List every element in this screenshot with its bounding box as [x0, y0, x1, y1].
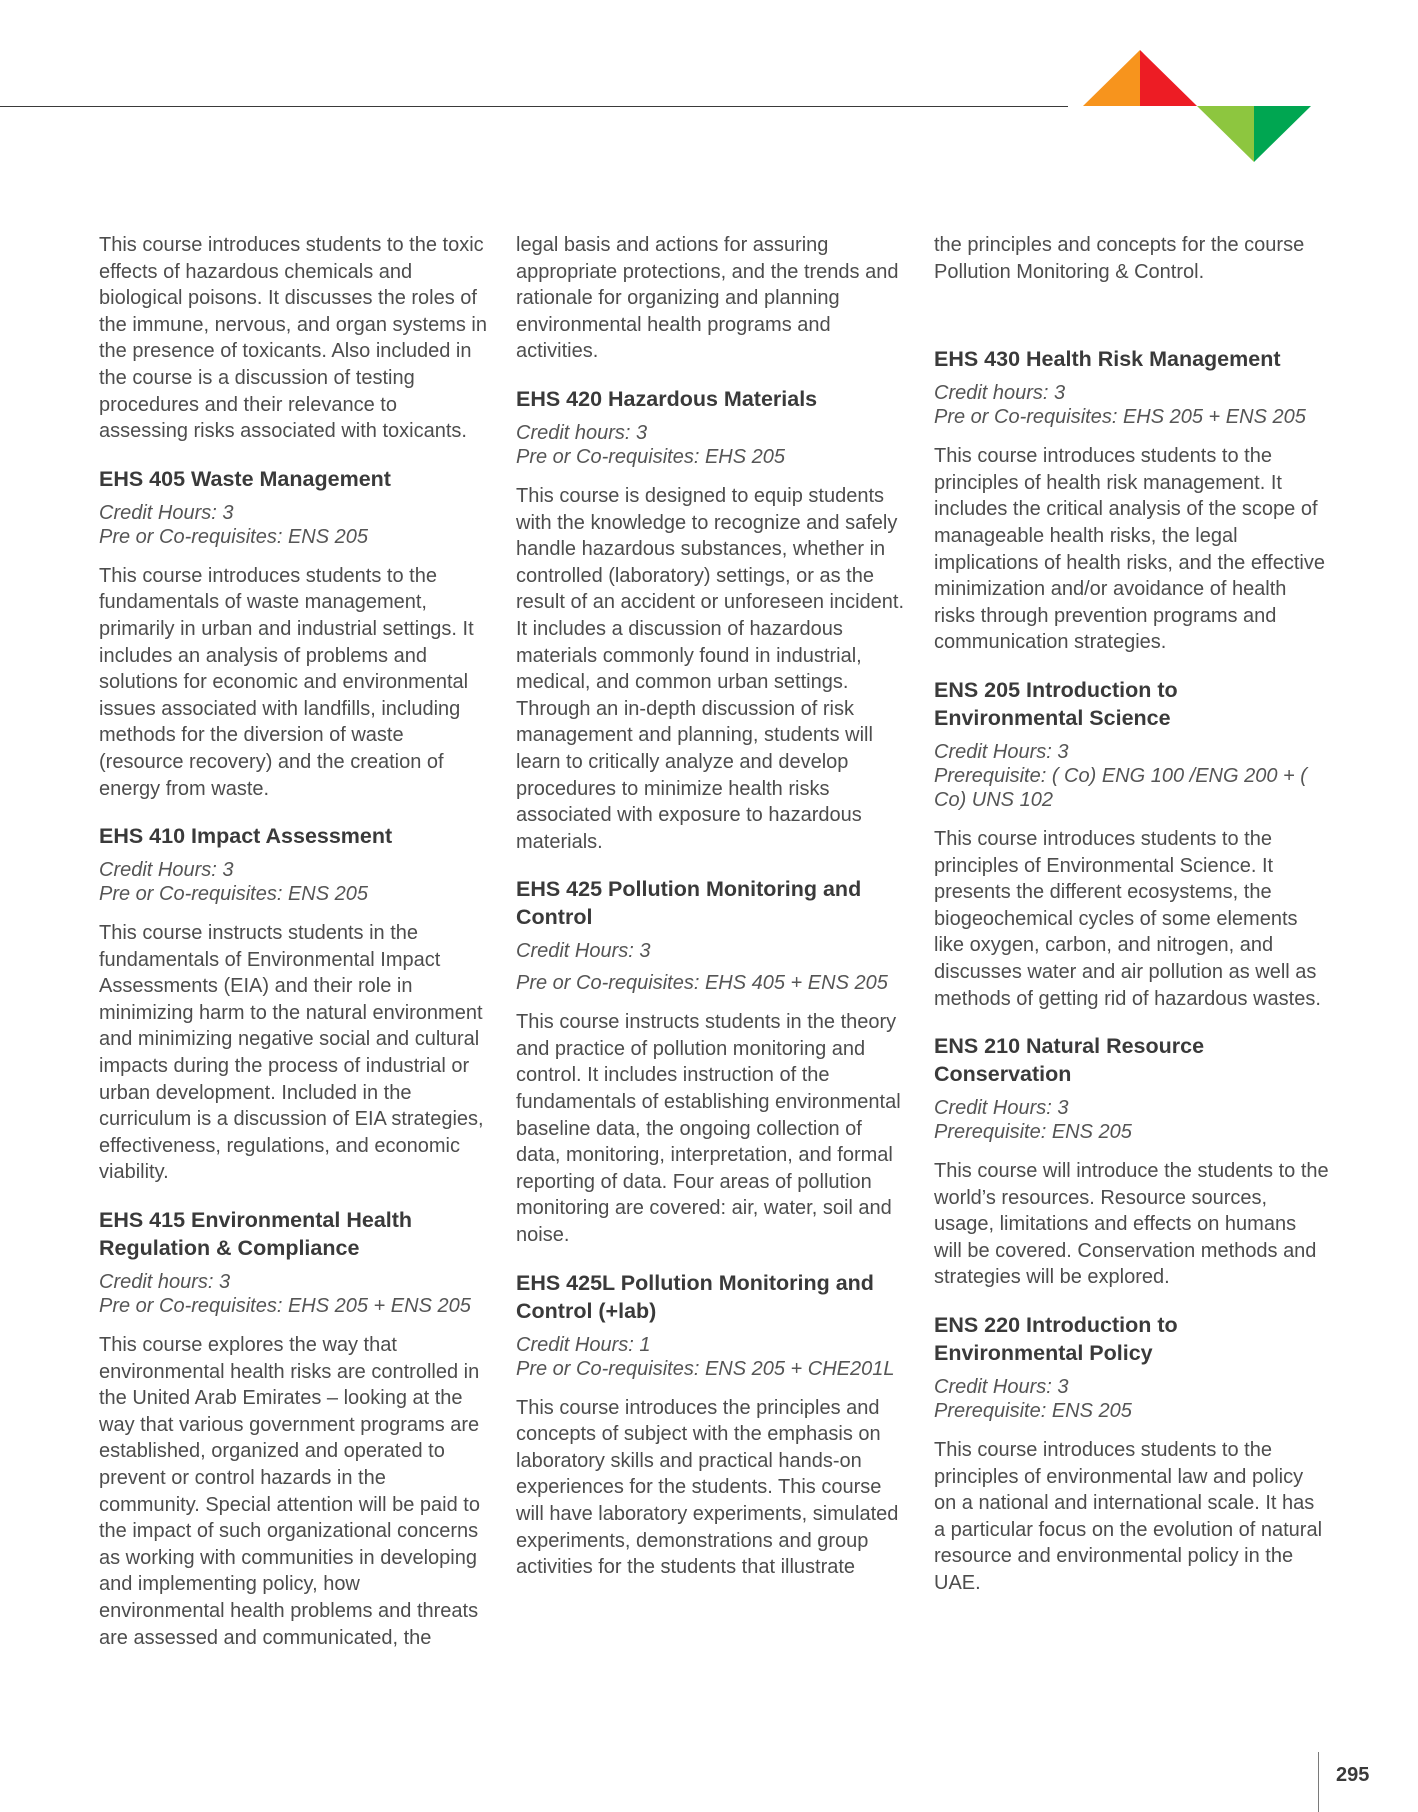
prerequisites: Pre or Co-requisites: EHS 405 + ENS 205 [516, 972, 888, 995]
col1-intro: This course introduces students to the toxic effects of hazardous chemicals and biological poisons. It discusses the roles of the immune, nervous, and organ systems in the presence of toxicants. Also included in the course is a discussion of testing procedures and their relevance to assessing risks associated with toxicants. [99, 234, 487, 443]
course-title: ENS 220 Introduction to Environmental Policy [934, 1313, 1178, 1366]
course-ehs-425l [516, 1269, 906, 1581]
prerequisites: Pre or Co-requisites: EHS 205 + ENS 205 [934, 406, 1306, 429]
course-title: EHS 405 Waste Management [99, 466, 391, 491]
page-number-rule [1318, 1752, 1319, 1812]
course-description: This course introduces the principles and concepts of subject with the emphasis on laboratory skills and practical hands-on experiences for the students. This course will have laboratory experiments, simulated experiments, demonstrations and group activities for the students that illustrate [516, 1396, 899, 1579]
col3-intro: the principles and concepts for the course Pollution Monitoring & Control. [934, 234, 1305, 283]
column-2 [516, 232, 906, 1601]
course-description: This course will introduce the students to the world’s resources. Resource sources, usage, limitations and effects on humans will be covered. Conservation methods and strategies will be explored. [934, 1160, 1329, 1289]
course-description: This course instructs students in the theory and practice of pollution monitoring and control. It includes instruction of the fundamentals of establishing environmental baseline data, the ongoing collection of data, monitoring, interpretation, and formal reporting of data. Four areas of pollution monitoring are covered: air, water, soil and noise. [516, 1011, 901, 1247]
course-description: This course instructs students in the fundamentals of Environmental Impact Assessments (EIA) and their role in minimizing harm to the natural environment and minimizing negative social and cultural impacts during the process of industrial or urban development. Included in the curriculum is a discussion of EIA strategies, effectiveness, regulations, and economic viability. [99, 922, 484, 1184]
credit-hours: Credit hours: 3 [516, 421, 648, 444]
credit-hours: Credit Hours: 3 [934, 1376, 1069, 1399]
course-description: This course introduces students to the principles of Environmental Science. It presents the different ecosystems, the biogeochemical cycles of some elements like oxygen, carbon, and nitrogen, and discusses water and air pollution as well as methods of getting rid of hazardous wastes. [934, 827, 1321, 1010]
header-rule [0, 106, 1068, 107]
prerequisites: Prerequisite: ENS 205 [934, 1400, 1132, 1423]
prerequisites: Pre or Co-requisites: EHS 205 [516, 445, 786, 468]
course-ehs-415 [99, 1206, 489, 1651]
credit-hours: Credit hours: 3 [99, 1271, 231, 1294]
course-meta [516, 421, 906, 469]
course-ens-205 [934, 676, 1329, 1012]
course-meta [99, 1270, 489, 1318]
course-ens-210 [934, 1032, 1329, 1291]
column-3 [934, 232, 1329, 1617]
logo-lime-triangle [1197, 106, 1254, 162]
course-ehs-425 [516, 875, 906, 1248]
prerequisites: Prerequisite: ( Co) ENG 100 /ENG 200 + ( Co) UNS 102 [934, 764, 1307, 811]
course-title: EHS 410 Impact Assessment [99, 824, 393, 849]
course-meta [934, 381, 1329, 429]
course-description: This course is designed to equip students with the knowledge to recognize and safely handle hazardous substances, whether in controlled (laboratory) settings, or as the result of an accident or unforeseen incident. It includes a discussion of hazardous materials commonly found in industrial, medical, and common urban settings. Through an in-depth discussion of risk management and planning, students will learn to critically analyze and develop procedures to minimize health risks associated with exposure to hazardous materials. [516, 484, 905, 853]
course-description: This course introduces students to the principles of health risk management. It includes the critical analysis of the scope of manageable health risks, the legal implications of health risks, and the effective minimization and/or avoidance of health risks through prevention programs and communication strategies. [934, 445, 1325, 654]
course-meta [934, 740, 1329, 812]
course-title: EHS 415 Environmental Health Regulation & Compliance [99, 1208, 413, 1261]
prerequisites: Pre or Co-requisites: ENS 205 [99, 525, 369, 548]
prerequisites: Pre or Co-requisites: EHS 205 + ENS 205 [99, 1295, 471, 1318]
credit-hours: Credit Hours: 3 [934, 1097, 1069, 1120]
course-title: EHS 425 Pollution Monitoring and Control [516, 877, 862, 930]
credit-hours: Credit Hours: 1 [516, 1333, 651, 1356]
course-meta [516, 1333, 906, 1381]
credit-hours: Credit Hours: 3 [516, 940, 651, 963]
logo-green-triangle [1254, 106, 1311, 162]
course-description: This course explores the way that environmental health risks are controlled in the United Arab Emirates – looking at the way that various government programs are established, organized and operated to prevent or control hazards in the community. Special attention will be paid to the impact of such organizational concerns as working with communities in developing and implementing policy, how environmental health problems and threats are assessed and communicated, the [99, 1334, 480, 1649]
course-title: EHS 420 Hazardous Materials [516, 386, 818, 411]
triangles-logo [1080, 50, 1320, 164]
prerequisites: Pre or Co-requisites: ENS 205 [99, 883, 369, 906]
credit-hours: Credit Hours: 3 [99, 501, 234, 524]
prerequisites: Pre or Co-requisites: ENS 205 + CHE201L [516, 1357, 895, 1380]
course-ehs-410 [99, 822, 489, 1186]
logo-red-triangle [1140, 50, 1197, 106]
course-title: EHS 430 Health Risk Management [934, 347, 1281, 372]
course-meta [516, 939, 906, 995]
course-meta [934, 1096, 1329, 1144]
course-title: EHS 425L Pollution Monitoring and Control (+lab) [516, 1270, 874, 1323]
course-ens-220 [934, 1311, 1329, 1597]
course-ehs-420 [516, 385, 906, 855]
course-ehs-430 [934, 345, 1329, 656]
course-title: ENS 205 Introduction to Environmental Science [934, 677, 1178, 730]
course-description: This course introduces students to the fundamentals of waste management, primarily in urban and industrial settings. It includes an analysis of problems and solutions for economic and environmental issues associated with landfills, including methods for the diversion of waste (resource recovery) and the creation of energy from waste. [99, 564, 474, 800]
page-number: 295 [1336, 1764, 1370, 1786]
credit-hours: Credit Hours: 3 [934, 740, 1069, 763]
course-meta [99, 501, 489, 549]
course-title: ENS 210 Natural Resource Conservation [934, 1034, 1205, 1087]
course-ehs-405 [99, 465, 489, 802]
prerequisites: Prerequisite: ENS 205 [934, 1121, 1132, 1144]
credit-hours: Credit hours: 3 [934, 382, 1066, 405]
course-description: This course introduces students to the principles of environmental law and policy on a national and international scale. It has a particular focus on the evolution of natural resource and environmental policy in the UAE. [934, 1439, 1323, 1595]
col2-intro: legal basis and actions for assuring appropriate protections, and the trends and rationale for organizing and planning environmental health programs and activities. [516, 234, 899, 363]
column-1 [99, 232, 489, 1671]
course-meta [934, 1375, 1329, 1423]
logo-orange-triangle [1083, 50, 1140, 106]
course-meta [99, 858, 489, 906]
credit-hours: Credit Hours: 3 [99, 859, 234, 882]
